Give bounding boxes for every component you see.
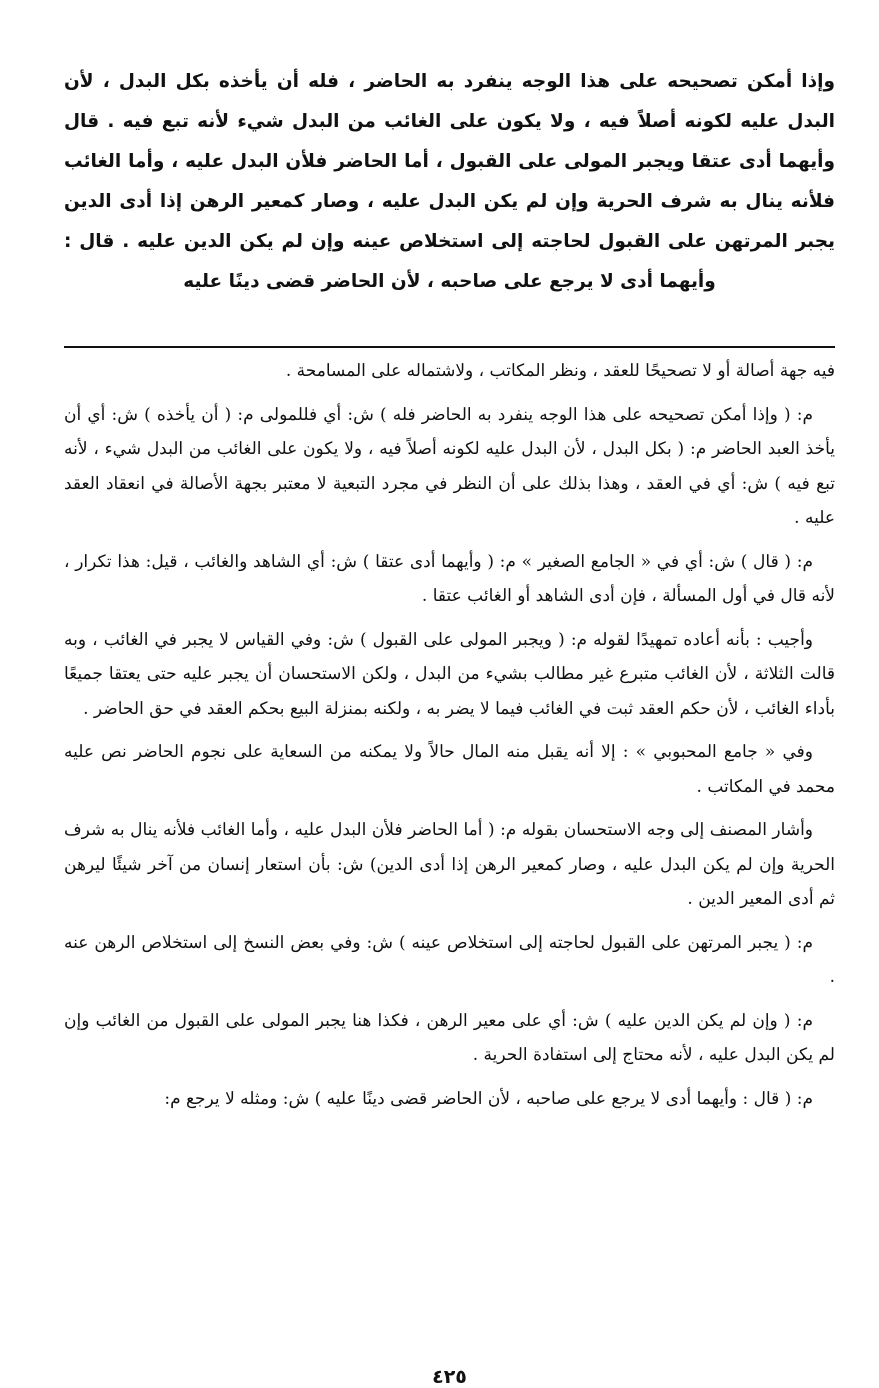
book-page [64,62,835,1388]
commentary-paragraph-5: وفي « جامع المحبوبي » : إلا أنه يقبل منه المال حالاً ولا يمكنه من السعاية على نجوم الحاضر نص عليه محمد في المكاتب . [64,742,835,797]
commentary [64,354,835,1125]
commentary-paragraph-3: م: ( قال ) ش: أي في « الجامع الصغير » م: ( وأيهما أدى عتقا ) ش: أي الشاهد والغائب ، قيل: هذا تكرار ، لأنه قال في أول المسألة ، فإن أدى الشاهد أو الغائب عتقا . [64,551,835,606]
section-divider [64,346,835,348]
commentary-paragraph-7: م: ( يجبر المرتهن على القبول لحاجته إلى استخلاص عينه ) ش: وفي بعض النسخ إلى استخلاص الرهن عنه . [64,932,835,987]
commentary-paragraph-8: م: ( وإن لم يكن الدين عليه ) ش: أي على معير الرهن ، فكذا هنا يجبر المولى على القبول من الغائب وإن لم يكن البدل عليه ، لأنه محتاج إلى استفادة الحرية . [64,1010,835,1065]
commentary-paragraph-4: وأجيب : بأنه أعاده تمهيدًا لقوله م: ( ويجبر المولى على القبول ) ش: وفي القياس لا يجبر في الغائب ، وبه قالت الثلاثة ، لأن الغائب متبرع غير مطالب بشيء من البدل ، ولكن الاستحسان أن يجبر عليه حتى يعتقا جميعًا بأداء الغائب ، لأن حكم العقد ثبت في الغائب فيما لا يضر به ، ولكنه بمنزلة البيع بحكم العقد في حق الحاضر . [64,629,835,719]
page-number: ٤٢٥ [432,1366,467,1388]
commentary-paragraph-2: م: ( وإذا أمكن تصحيحه على هذا الوجه ينفرد به الحاضر فله ) ش: أي فللمولى م: ( أن يأخذه ) ش: أي أن يأخذ العبد الحاضر م: ( بكل البدل ، لأن البدل عليه لكونه أصلاً فيه ، ولا يكون على الغائب من البدل شيء ، لأنه تبع فيه ) ش: أي في العقد ، وهذا بذلك على أن النظر في مجرد التبعية لا معتبر بجهة الأصالة في انعقاد العقد عليه . [64,404,835,528]
main-text: وإذا أمكن تصحيحه على هذا الوجه ينفرد به الحاضر ، فله أن يأخذه بكل البدل ، لأن البدل عليه لكونه أصلاً فيه ، ولا يكون على الغائب من البدل شيء لأنه تبع فيه . قال وأيهما أدى عتقا ويجبر المولى على القبول ، أما الحاضر فلأن البدل عليه ، وأما الغائب فلأنه ينال به شرف الحرية وإن لم يكن البدل عليه ، وصار كمعير الرهن إذا أدى الدين يجبر المرتهن على القبول لحاجته إلى استخلاص عينه وإن لم يكن الدين عليه . قال : وأيهما أدى لا يرجع على صاحبه ، لأن الحاضر قضى دينًا عليه [64,71,835,292]
commentary-paragraph-6: وأشار المصنف إلى وجه الاستحسان بقوله م: ( أما الحاضر فلأن البدل عليه ، وأما الغائب فلأنه ينال به شرف الحرية وإن لم يكن البدل عليه ، وصار كمعير الرهن إذا أدى الدين) ش: بأن استعار إنسان من آخر شيئًا ليرهن ثم أدى المعير الدين . [64,820,835,909]
commentary-paragraph-9: م: ( قال : وأيهما أدى لا يرجع على صاحبه ، لأن الحاضر قضى دينًا عليه ) ش: ومثله لا يرجع م: [164,1088,813,1109]
commentary-paragraph-1: فيه جهة أصالة أو لا تصحيحًا للعقد ، ونظر المكاتب ، ولاشتماله على المسامحة . [285,361,835,381]
